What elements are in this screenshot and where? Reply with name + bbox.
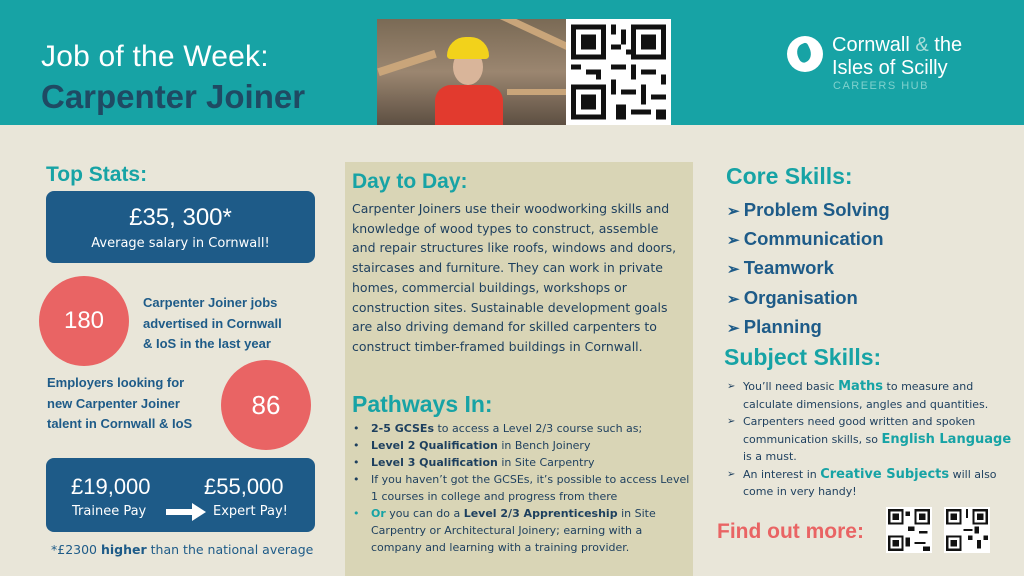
list-item: • Or you can do a Level 2/3 Apprenticeship in Site Carpentry or Architectural Joinery; earning with a company and learning with a training provider. [352,505,690,556]
core-skills-heading: Core Skills: [726,163,853,189]
day-to-day-heading: Day to Day: [352,170,468,193]
list-item: ➢ Teamwork [727,254,890,283]
list-item: • If you haven’t got the GCSEs, it’s possible to access Level 1 courses in college and progress from there [352,471,690,505]
list-item: ➢ You’ll need basic Maths to measure and calculate dimensions, angles and quantities. [727,378,1012,413]
list-item: ➢ Planning [727,313,890,342]
list-item: ➢ Problem Solving [727,196,890,225]
day-to-day-text: Carpenter Joiners use their woodworking skills and knowledge of wood types to construct, assemble and repair structures like roofs, windows and doors, staircases and furniture. They can work in private homes, commercial buildings, workshops or construction sites. Sustainable development goals are also driving demand for skilled carpenters to construct timber-framed buildings in Cornwall. [352,201,677,354]
list-item: • Level 2 Qualification in Bench Joinery [352,437,690,454]
page-title-job: Carpenter Joiner [41,78,306,115]
cornwall-map-icon [787,36,823,72]
qr-code-icon[interactable] [566,19,671,125]
top-stats-heading: Top Stats: [46,163,148,186]
list-item: • 2-5 GCSEs to access a Level 2/3 course such as; [352,420,690,437]
subject-skills-list [727,378,1012,501]
careers-hub-logo: Cornwall & the Isles of Scilly CAREERS HUB [787,34,997,94]
page-title-line1: Job of the Week: [41,40,269,73]
average-salary-value: £35, 300* [129,204,232,231]
carpenter-photo [377,19,566,125]
subject-skills-heading: Subject Skills: [724,344,882,370]
list-item: ➢ An interest in Creative Subjects will also come in very handy! [727,466,1012,501]
average-salary-label: Average salary in Cornwall! [91,236,270,251]
salary-footnote: *£2300 higher than the national average [51,542,314,557]
qr-code-icon[interactable] [944,507,990,553]
expert-pay-label: Expert Pay! [213,504,288,519]
find-out-more-label: Find out more: [717,520,864,543]
list-item: ➢ Carpenters need good written and spoken communication skills, so English Language is a must. [727,413,1012,466]
qr-code-icon[interactable] [886,507,932,553]
employers-count-circle: 86 [221,360,311,450]
pathways-heading: Pathways In: [352,391,493,417]
trainee-pay-value: £19,000 [71,474,151,499]
arrow-right-icon [164,502,208,522]
list-item: ➢ Organisation [727,284,890,313]
jobs-description: Carpenter Joiner jobs advertised in Cornwall & IoS in the last year [143,295,282,351]
expert-pay-value: £55,000 [204,474,284,499]
trainee-pay-label: Trainee Pay [72,504,147,519]
core-skills-list [727,196,890,342]
pay-range-box [46,458,315,532]
list-item: • Level 3 Qualification in Site Carpentry [352,454,690,471]
employers-description: Employers looking for new Carpenter Joiner talent in Cornwall & IoS [47,375,193,431]
pathways-list [352,420,690,556]
average-salary-box [46,191,315,263]
list-item: ➢ Communication [727,225,890,254]
jobs-count-circle: 180 [39,276,129,366]
